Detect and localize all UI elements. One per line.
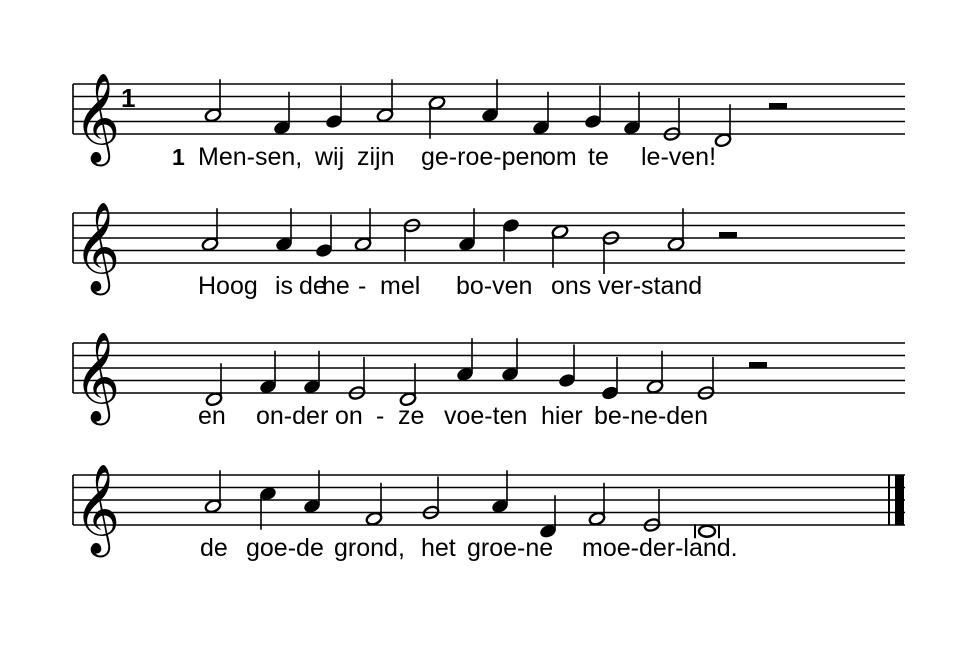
quarter-note — [502, 218, 520, 262]
system-2 — [73, 202, 905, 300]
half-note — [714, 104, 732, 148]
quarter-note — [303, 351, 321, 395]
lyric-syllable: - — [358, 272, 367, 300]
lyric-syllable: ons — [551, 272, 592, 300]
verse-number: 1 — [172, 144, 185, 170]
lyric-syllable: te — [588, 143, 609, 171]
lyrics-line — [198, 402, 708, 430]
lyric-syllable: is — [275, 272, 294, 300]
lyric-syllable: on-der — [256, 402, 329, 430]
lyric-syllable: le-ven! — [641, 143, 717, 171]
treble-clef-icon: 𝄞 — [74, 464, 121, 554]
treble-clef-icon: 𝄞 — [74, 332, 121, 422]
quarter-note — [325, 86, 343, 130]
quarter-note — [273, 92, 291, 136]
half-note — [205, 363, 223, 407]
lyric-syllable: en — [198, 402, 226, 430]
lyric-syllable: ver-stand — [598, 272, 703, 300]
lyric-syllable: bo-ven — [456, 272, 533, 300]
half-note — [643, 489, 661, 533]
half-note — [551, 224, 569, 268]
lyric-syllable: - — [376, 402, 385, 430]
lyric-syllable: moe-der-land. — [582, 534, 738, 562]
lyric-syllable: voe-ten — [444, 402, 528, 430]
lyric-syllable: he — [322, 272, 350, 300]
system-3 — [73, 332, 905, 430]
staff-lines — [73, 343, 905, 393]
notes — [201, 208, 737, 274]
quarter-note — [303, 470, 321, 514]
lyric-syllable: Men-sen, — [198, 143, 303, 171]
quarter-note — [601, 357, 619, 401]
treble-clef-icon: 𝄞 — [74, 202, 121, 292]
quarter-note — [481, 79, 499, 123]
lyric-syllable: grond, — [334, 534, 405, 562]
quarter-note — [623, 92, 641, 136]
quarter-note — [558, 345, 576, 389]
lyric-syllable: zijn — [357, 143, 395, 171]
quarter-note — [584, 86, 602, 130]
quarter-note — [259, 486, 277, 530]
staff-lines — [73, 213, 905, 263]
system-1 — [73, 73, 905, 171]
lyric-syllable: hier — [541, 402, 583, 430]
lyric-syllable: goe-de — [246, 534, 324, 562]
half-note — [588, 483, 606, 527]
half-note — [667, 208, 685, 252]
lyric-syllable: ze — [398, 402, 425, 430]
notes — [204, 79, 787, 148]
half-note — [376, 79, 394, 123]
notes — [205, 338, 767, 407]
lyric-syllable: on — [335, 402, 363, 430]
half-rest — [719, 232, 737, 238]
quarter-note — [532, 92, 550, 136]
notes — [204, 470, 719, 539]
time-signature: 1 — [121, 83, 136, 113]
half-note — [354, 208, 372, 252]
quarter-note — [539, 495, 557, 539]
half-note — [201, 208, 219, 252]
lyric-syllable: om — [542, 143, 577, 171]
lyric-syllable: mel — [380, 272, 421, 300]
system-4 — [73, 464, 905, 562]
staff-lines — [73, 475, 905, 525]
half-rest — [769, 103, 787, 109]
lyric-syllable: ge-roe-pen — [421, 143, 544, 171]
half-note — [204, 79, 222, 123]
lyrics-line — [198, 272, 702, 300]
lyrics-line — [200, 534, 738, 562]
treble-clef-icon: 𝄞 — [74, 73, 121, 163]
half-note — [403, 218, 421, 262]
half-note — [399, 363, 417, 407]
lyric-syllable: de — [200, 534, 228, 562]
half-note — [422, 477, 440, 521]
lyrics-line — [198, 143, 716, 171]
half-note — [697, 357, 715, 401]
lyric-syllable: de — [299, 272, 327, 300]
quarter-note — [501, 338, 519, 382]
half-note — [663, 98, 681, 142]
quarter-note — [275, 208, 293, 252]
lyric-syllable: groe-ne — [467, 534, 554, 562]
half-note — [204, 470, 222, 514]
half-note — [646, 351, 664, 395]
lyric-syllable: Hoog — [198, 272, 258, 300]
half-note — [348, 357, 366, 401]
quarter-note — [458, 208, 476, 252]
quarter-note — [456, 338, 474, 382]
quarter-note — [315, 215, 333, 259]
quarter-note — [259, 351, 277, 395]
half-note — [428, 95, 446, 139]
lyric-syllable: wij — [315, 143, 345, 171]
half-rest — [749, 362, 767, 368]
quarter-note — [491, 470, 509, 514]
half-note — [602, 230, 620, 274]
lyric-syllable: be-ne-den — [594, 402, 708, 430]
lyric-syllable: het — [421, 534, 456, 562]
half-note — [365, 483, 383, 527]
